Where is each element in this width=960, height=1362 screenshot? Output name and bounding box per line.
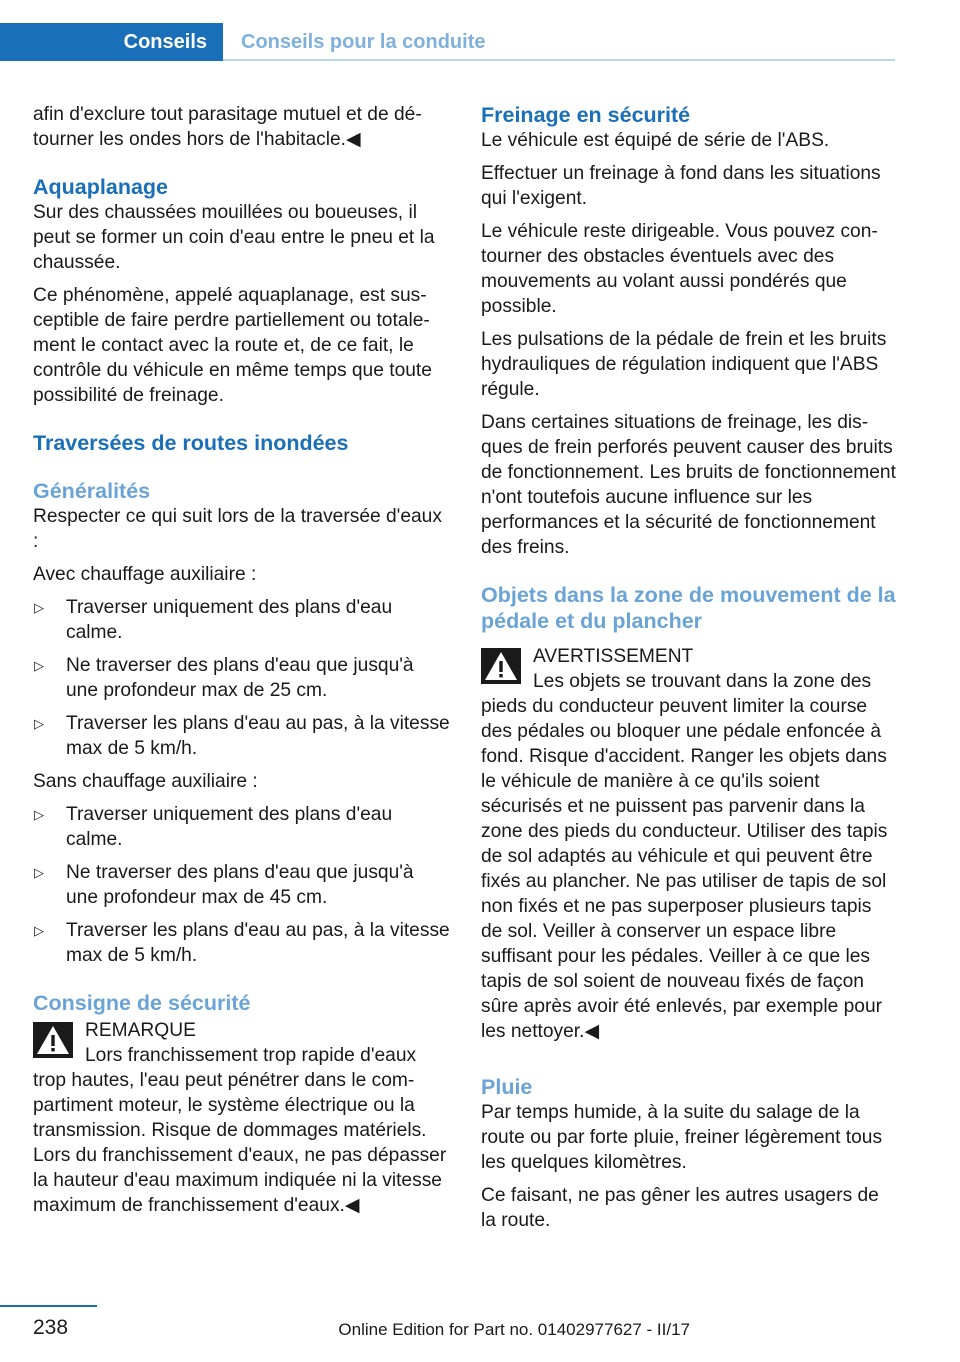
- triangle-bullet-icon: ▷: [34, 807, 44, 822]
- sans-label: Sans chauffage auxiliaire :: [33, 771, 258, 792]
- warning-triangle-icon: [481, 648, 521, 684]
- list-item: ▷ Traverser uniquement des plans d'eau calme.: [34, 804, 393, 850]
- remarque-notice: [33, 1018, 450, 1218]
- page-header: [0, 23, 895, 61]
- triangle-bullet-icon: ▷: [34, 658, 44, 673]
- page-number: 238: [33, 1316, 69, 1339]
- avertissement-title: AVERTISSEMENT: [533, 646, 694, 667]
- section-title-aquaplanage: Aquaplanage: [33, 175, 168, 199]
- tab-conseils[interactable]: Conseils: [0, 23, 223, 61]
- list-item: ▷ Ne traverser des plans d'eau que jusqu'à une profondeur max de 25 cm.: [34, 655, 414, 701]
- header-divider: [223, 59, 895, 61]
- section-title-freinage: Freinage en sécurité: [481, 103, 691, 127]
- remarque-text: Lors franchissement trop rapide d'eaux trop hautes, l'eau peut pénétrer dans le compartiment moteur, le système électrique ou la transmission. Risque de dommages matériels. Lors du franchissement d'eaux, ne pas dépasser la hauteur d'eau maximum indiquée ni la vitesse maximum de franchissement d'eaux.◀: [33, 1045, 447, 1216]
- left-column: [33, 102, 450, 1218]
- list-item: ▷ Ne traverser des plans d'eau que jusqu'à une profondeur max de 45 cm.: [34, 862, 414, 908]
- avec-label: Avec chauffage auxiliaire :: [33, 564, 257, 585]
- triangle-bullet-icon: ▷: [34, 600, 44, 615]
- aquaplanage-p2: Ce phénomène, appelé aquaplanage, est susceptible de faire perdre partiellement ou totalement le contact avec la route et, de ce fait, le contrôle du véhicule en même temps que toute possibilité de freinage.: [33, 285, 432, 406]
- list-item: ▷ Traverser les plans d'eau au pas, à la vitesse max de 5 km/h.: [34, 713, 450, 759]
- list-item: ▷ Traverser uniquement des plans d'eau calme.: [34, 597, 393, 643]
- edition-note: Online Edition for Part no. 01402977627 - II/17: [338, 1320, 690, 1339]
- avertissement-text: Les objets se trouvant dans la zone des pieds du conducteur peuvent limiter la course des pédales ou bloquer une pédale enfoncée à fond. Risque d'accident. Ranger les objets dans le véhicule de manière à ce qu'ils soient sécurisés et ne puissent pas parvenir dans la zone des pieds du conducteur. Utiliser des tapis de sol adaptés au véhicule et qui peuvent être fixés au plancher. Ne pas utiliser de tapis de sol non fixés et ne pas superposer plusieurs tapis de sol. Veiller à conserver un espace libre suffisant pour les pédales. Veiller à ce que les tapis de sol soient de nouveau fixés de façon sûre après avoir été enlevés, par exemple pour les nettoyer.◀: [481, 671, 888, 1042]
- freinage-p2: Effectuer un freinage à fond dans les situations qui l'exigent.: [481, 163, 881, 209]
- traversees-p1: Respecter ce qui suit lors de la traversée d'eaux :: [33, 506, 442, 552]
- sans-list: [33, 802, 450, 968]
- list-item: ▷ Traverser les plans d'eau au pas, à la vitesse max de 5 km/h.: [34, 920, 450, 966]
- avec-list: [33, 595, 450, 761]
- pluie-p2: Ce faisant, ne pas gêner les autres usagers de la route.: [481, 1185, 879, 1231]
- subsection-title-generalites: Généralités: [33, 479, 151, 503]
- freinage-p4: Les pulsations de la pédale de frein et les bruits hydrauliques de régulation indiquent que l'ABS régule.: [481, 329, 887, 400]
- warning-triangle-icon: [33, 1022, 73, 1058]
- footer-divider: [0, 1305, 97, 1307]
- subsection-title-objets: Objets dans la zone de mouvement de la pédale et du plancher: [481, 583, 896, 633]
- freinage-p1: Le véhicule est équipé de série de l'ABS.: [481, 130, 830, 151]
- triangle-bullet-icon: ▷: [34, 716, 44, 731]
- triangle-bullet-icon: ▷: [34, 865, 44, 880]
- aquaplanage-p1: Sur des chaussées mouillées ou boueuses, il peut se former un coin d'eau entre le pneu et la chaussée.: [33, 202, 435, 273]
- freinage-p3: Le véhicule reste dirigeable. Vous pouvez contourner des obstacles éventuels avec des mouvements au volant aussi pondérés que possible.: [481, 221, 878, 317]
- freinage-p5: Dans certaines situations de freinage, les disques de frein perforés peuvent causer des bruits de fonctionnement. Les bruits de fonctionnement n'ont toutefois aucune influence sur les performances et la sécurité de fonctionnement des freins.: [481, 412, 896, 558]
- section-title-traversees: Traversées de routes inondées: [33, 431, 349, 455]
- avertissement-notice: [481, 644, 896, 1044]
- subsection-title-pluie: Pluie: [481, 1075, 533, 1099]
- right-column: [481, 102, 896, 1241]
- remarque-title: REMARQUE: [85, 1020, 196, 1041]
- pluie-p1: Par temps humide, à la suite du salage de la route ou par forte pluie, freiner légèrement tous les quelques kilomètres.: [481, 1102, 883, 1173]
- triangle-bullet-icon: ▷: [34, 923, 44, 938]
- subsection-title-consigne: Consigne de sécurité: [33, 991, 251, 1015]
- intro-paragraph: afin d'exclure tout parasitage mutuel et de détourner les ondes hors de l'habitacle.◀: [33, 104, 422, 150]
- tab-conseils-conduite[interactable]: Conseils pour la conduite: [241, 30, 486, 53]
